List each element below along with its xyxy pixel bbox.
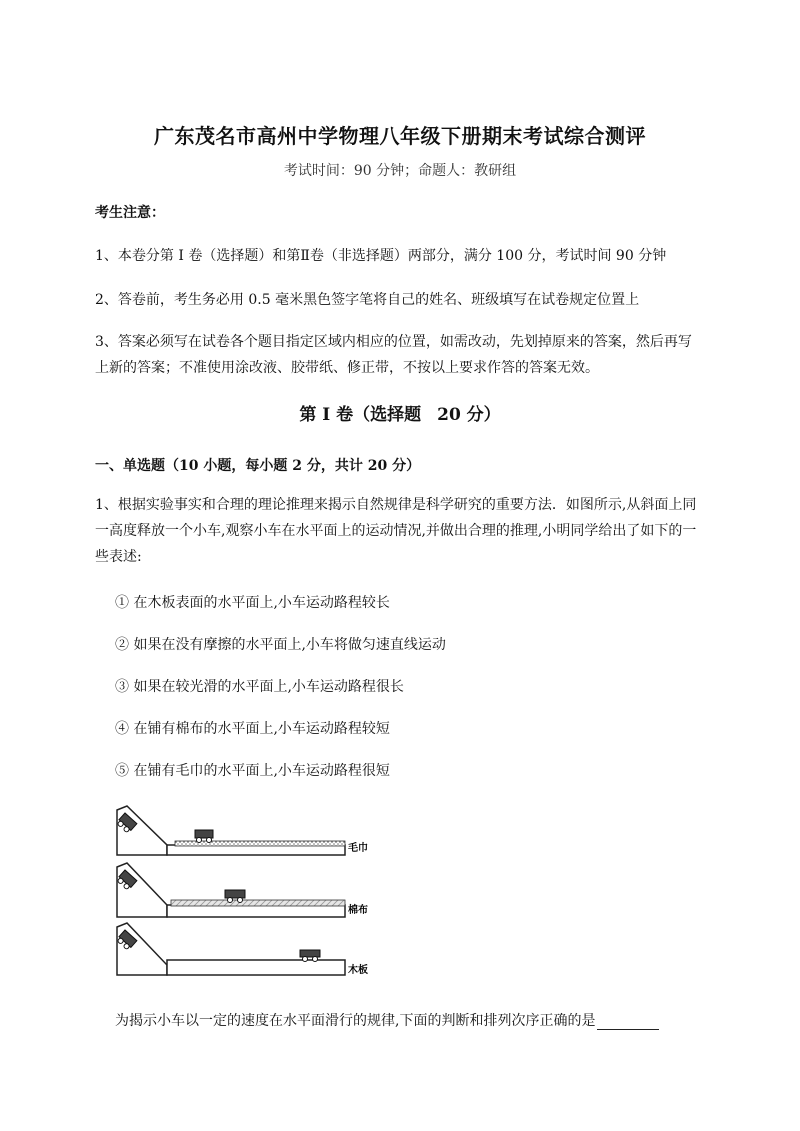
- statement-5: ⑤ 在铺有毛巾的水平面上,小车运动路程很短: [115, 763, 390, 779]
- question-1-text: 1、根据实验事实和合理的理论推理来揭示自然规律是科学研究的重要方法．如图所示,从斜面上同一高度释放一个小车,观察小车在水平面上的运动情况,并做出合理的推理,小明同学给出了如下的一些表述:: [95, 497, 697, 565]
- exam-subtitle: 考试时间：90 分钟；命题人：教研组: [283, 163, 517, 179]
- notice-item-2: 2、答卷前，考生务必用 0.5 毫米黑色签字笔将自己的姓名、班级填写在试卷规定位置上: [95, 292, 640, 308]
- exam-title: 广东茂名市高州中学物理八年级下册期末考试综合测评: [154, 124, 646, 148]
- statement-3: ③ 如果在较光滑的水平面上,小车运动路程很长: [115, 679, 404, 695]
- answer-blank[interactable]: [597, 1015, 659, 1030]
- ramp-setup-cotton: [116, 863, 345, 917]
- statement-1: ① 在木板表面的水平面上,小车运动路程较长: [115, 595, 390, 611]
- notice-item-1: 1、本卷分第 I 卷（选择题）和第Ⅱ卷（非选择题）两部分，满分 100 分，考试时间 90 分钟: [95, 248, 667, 264]
- label-wood: 木板: [348, 965, 368, 976]
- section-title-right: 20 分）: [437, 405, 501, 425]
- statement-2: ② 如果在没有摩擦的水平面上,小车将做匀速直线运动: [115, 637, 446, 653]
- question-1-final-text: 为揭示小车以一定的速度在水平面滑行的规律,下面的判断和排列次序正确的是: [115, 1013, 596, 1029]
- ramp-experiment-figure: [115, 805, 385, 980]
- section-title: [0, 400, 800, 425]
- ramp-setup-wood: [116, 923, 345, 975]
- ramp-setup-towel: [116, 806, 345, 855]
- part-heading: 一、单选题（10 小题，每小题 2 分，共计 20 分）: [95, 458, 421, 474]
- statement-4: ④ 在铺有棉布的水平面上,小车运动路程较短: [115, 721, 390, 737]
- notice-item-3: 3、答案必须写在试卷各个题目指定区域内相应的位置，如需改动，先划掉原来的答案，然后再写上新的答案；不准使用涂改液、胶带纸、修正带，不按以上要求作答的答案无效。: [95, 334, 692, 376]
- notice-heading: 考生注意：: [95, 205, 165, 221]
- section-title-left: 第 I 卷（选择题: [299, 405, 422, 425]
- question-1-final: [115, 1010, 659, 1030]
- label-cotton: 棉布: [348, 905, 368, 916]
- label-towel: 毛巾: [348, 843, 368, 854]
